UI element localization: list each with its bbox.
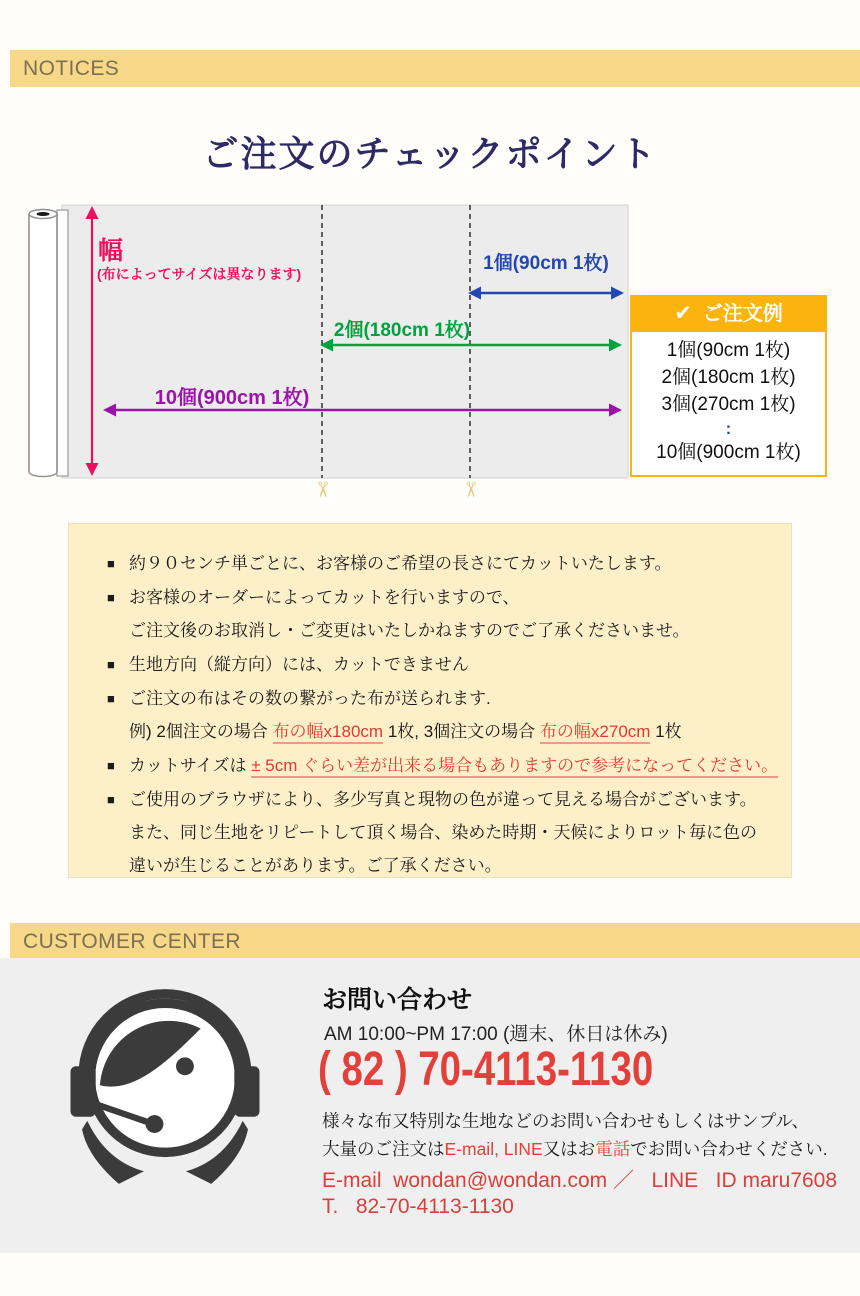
scissors-icon: ✂ (310, 480, 334, 499)
notice-list-box (68, 523, 792, 878)
telephone-line: T. 82-70-4113-1130 (322, 1195, 514, 1218)
order-example-item: 2個(180cm 1枚) (661, 367, 796, 388)
notice-highlight: ± 5cm ぐらい差が出来る場合もありますので参考になってください。 (251, 756, 778, 778)
arrow-label-1unit: 1個(90cm 1枚) (483, 253, 609, 274)
order-example-item: 10個(900cm 1枚) (656, 442, 801, 463)
notice-text: 例) 2個注文の場合 (129, 722, 273, 741)
contact-description-line1: 様々な布又特別な生地などのお問い合わせもしくはサンプル、 (322, 1111, 810, 1131)
notice-text: また、同じ生地をリピートして頂く場合、染めた時期・天候によりロット毎に色の (129, 823, 757, 842)
notice-text: 違いが生じることがあります。ご了承ください。 (129, 856, 502, 875)
notice-item (69, 749, 791, 782)
contact-description-line2 (322, 1136, 828, 1161)
customer-center-panel (0, 958, 860, 1253)
headset-operator-icon (60, 976, 270, 1186)
notice-line (69, 682, 791, 715)
fabric-width-note: (布によってサイズは異なります) (97, 266, 302, 282)
notice-item (69, 547, 791, 580)
order-example-ellipsis: : (725, 419, 732, 438)
notice-line (69, 614, 791, 647)
notice-line (69, 648, 791, 681)
phone-number-large: ( 82 ) 70-4113-1130 (318, 1043, 654, 1096)
customer-center-banner-label: CUSTOMER CENTER (23, 930, 241, 953)
contact-email-line-keyword: E-mail, LINE (444, 1139, 543, 1159)
notices-banner-label: NOTICES (23, 57, 120, 80)
contact-text: 大量のご注文は (322, 1139, 445, 1159)
notice-text: ご注文の布はその数の繋がった布が送られます. (129, 689, 491, 708)
notice-text: ご注文後のお取消し・ご変更はいたしかねますのでご了承くださいませ。 (129, 621, 690, 640)
business-hours: AM 10:00~PM 17:00 (週末、休日は休み) (324, 1024, 668, 1045)
notice-line (69, 816, 791, 849)
notice-text: 1枚, 3個注文の場合 (383, 722, 540, 741)
scissors-icon: ✂ (458, 480, 482, 499)
order-example-title: ご注文例 (702, 303, 783, 325)
notice-highlight: 布の幅x180cm (273, 722, 384, 744)
notice-text: 1枚 (650, 722, 682, 741)
order-example-item: 1個(90cm 1枚) (666, 340, 791, 361)
contact-text: でお問い合わせください. (630, 1139, 828, 1159)
notice-item (69, 581, 791, 647)
order-example-item: 3個(270cm 1枚) (661, 394, 796, 415)
email-and-line-id: E-mail wondan@wondan.com ／ LINE ID maru7608 (322, 1169, 838, 1192)
customer-center-banner (10, 923, 860, 960)
order-example-box (630, 295, 827, 477)
contact-text: 又はお (542, 1139, 596, 1159)
notice-line (69, 783, 791, 816)
contact-heading: お問い合わせ (322, 986, 473, 1014)
contact-phone-keyword: 電話 (595, 1139, 631, 1159)
notice-text: お客様のオーダーによってカットを行いますので、 (129, 588, 520, 607)
notice-line (69, 849, 791, 882)
notice-line (69, 749, 791, 782)
fabric-width-label: 幅 (98, 237, 124, 265)
check-icon: ✔ (674, 302, 692, 325)
notices-banner (10, 50, 860, 87)
notice-text: 約９０センチ単ごとに、お客様のご希望の長さにてカットいたします。 (129, 554, 672, 573)
notice-line (69, 547, 791, 580)
notice-highlight: 布の幅x270cm (540, 722, 651, 744)
notice-text: 生地方向（縦方向）には、カットできません (129, 655, 469, 674)
notice-item (69, 682, 791, 748)
notice-text: ご使用のブラウザにより、多少写真と現物の色が違って見える場合がございます。 (129, 790, 757, 809)
arrow-label-10units: 10個(900cm 1枚) (154, 387, 310, 409)
notice-line (69, 715, 791, 748)
notice-text: カットサイズは (129, 756, 252, 775)
page-title: ご注文のチェックポイント (202, 133, 658, 174)
arrow-label-2units: 2個(180cm 1枚) (333, 320, 471, 341)
notice-item (69, 648, 791, 681)
order-example-list (630, 332, 827, 477)
order-example-header (630, 295, 827, 332)
notice-item (69, 783, 791, 882)
notice-line (69, 581, 791, 614)
